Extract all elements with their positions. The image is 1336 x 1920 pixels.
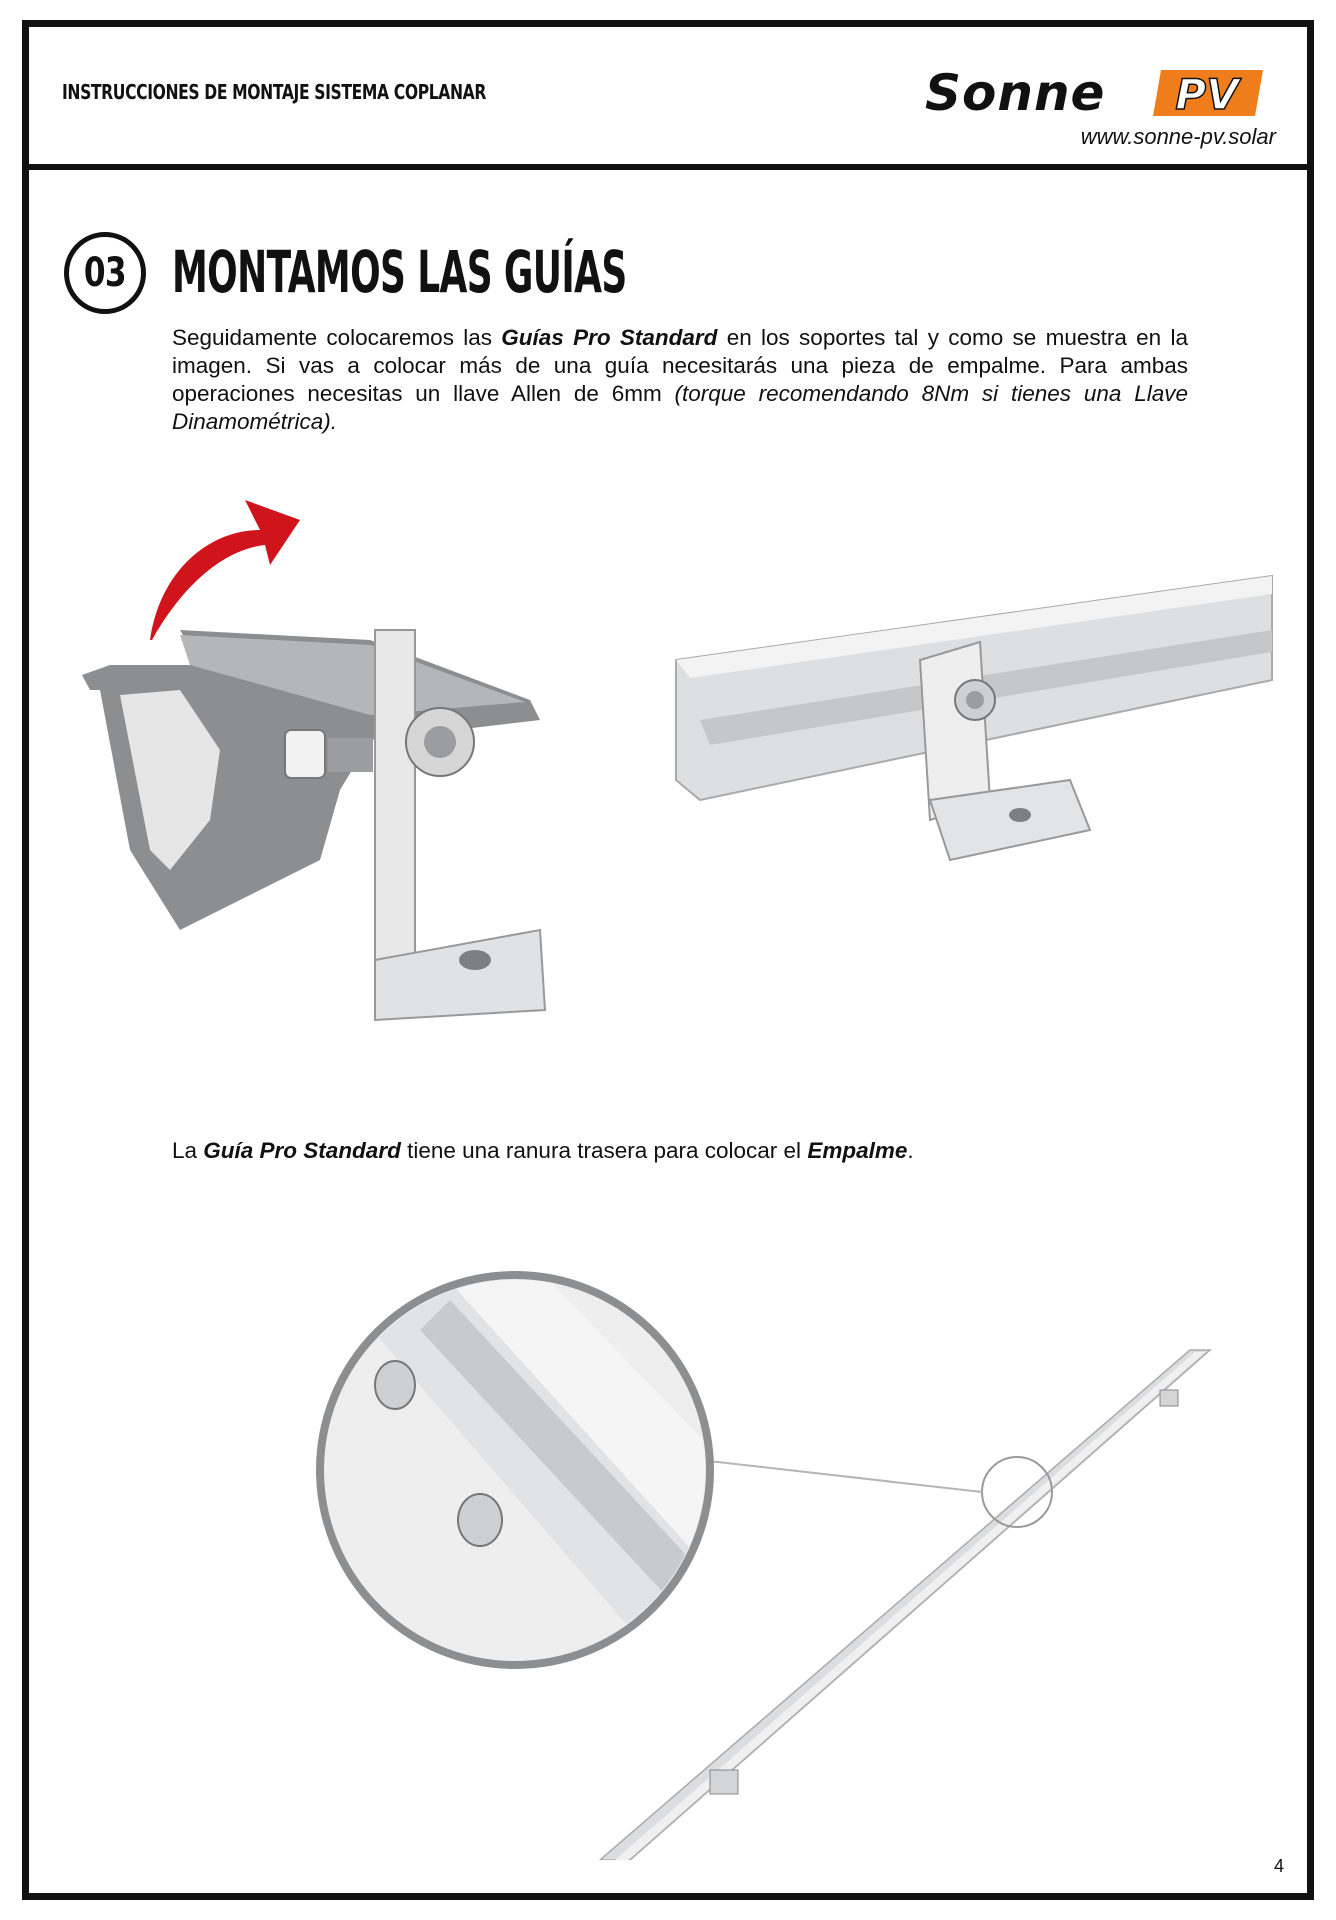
logo-word: Sonne [925,64,1106,122]
rail-profile-illustration [70,490,590,1030]
header-divider [22,164,1314,170]
caption-bold-1: Guía Pro Standard [203,1138,401,1163]
instructions-paragraph [172,324,1188,436]
caption-text-1: La [172,1138,204,1163]
para-italic-1: (torque recomendando 8Nm si tienes una Llave Dinamométrica). [172,381,1188,434]
sonne-pv-logo [925,64,1275,124]
caption-text [172,1138,914,1164]
header-title: INSTRUCCIONES DE MONTAJE SISTEMA COPLANAR [62,80,486,104]
logo-badge-text: PV [1175,70,1239,118]
para-text-2: en los soportes tal y como se muestra en la imagen. Si vas a colocar más de una guía necesitarás una pieza de empalme. Para ambas operaciones necesitas un llave Allen de 6mm [172,325,1188,406]
caption-text-2: tiene una ranura trasera para colocar el [400,1138,808,1163]
para-bold-1: Guías Pro Standard [501,325,718,350]
splice-detail-illustration [280,1240,1240,1860]
step-number-badge [64,232,146,314]
caption-bold-2: Empalme [807,1138,908,1163]
caption-text-3: . [907,1138,914,1163]
logo-badge [1153,68,1263,118]
para-text-1: Seguidamente colocaremos las [172,325,502,350]
section-title: MONTAMOS LAS GUÍAS [172,238,627,306]
step-number: 03 [84,250,126,296]
rail-bracket-illustration [670,570,1280,880]
website-url[interactable]: www.sonne-pv.solar [1080,124,1276,149]
page-number: 4 [1273,1856,1284,1876]
